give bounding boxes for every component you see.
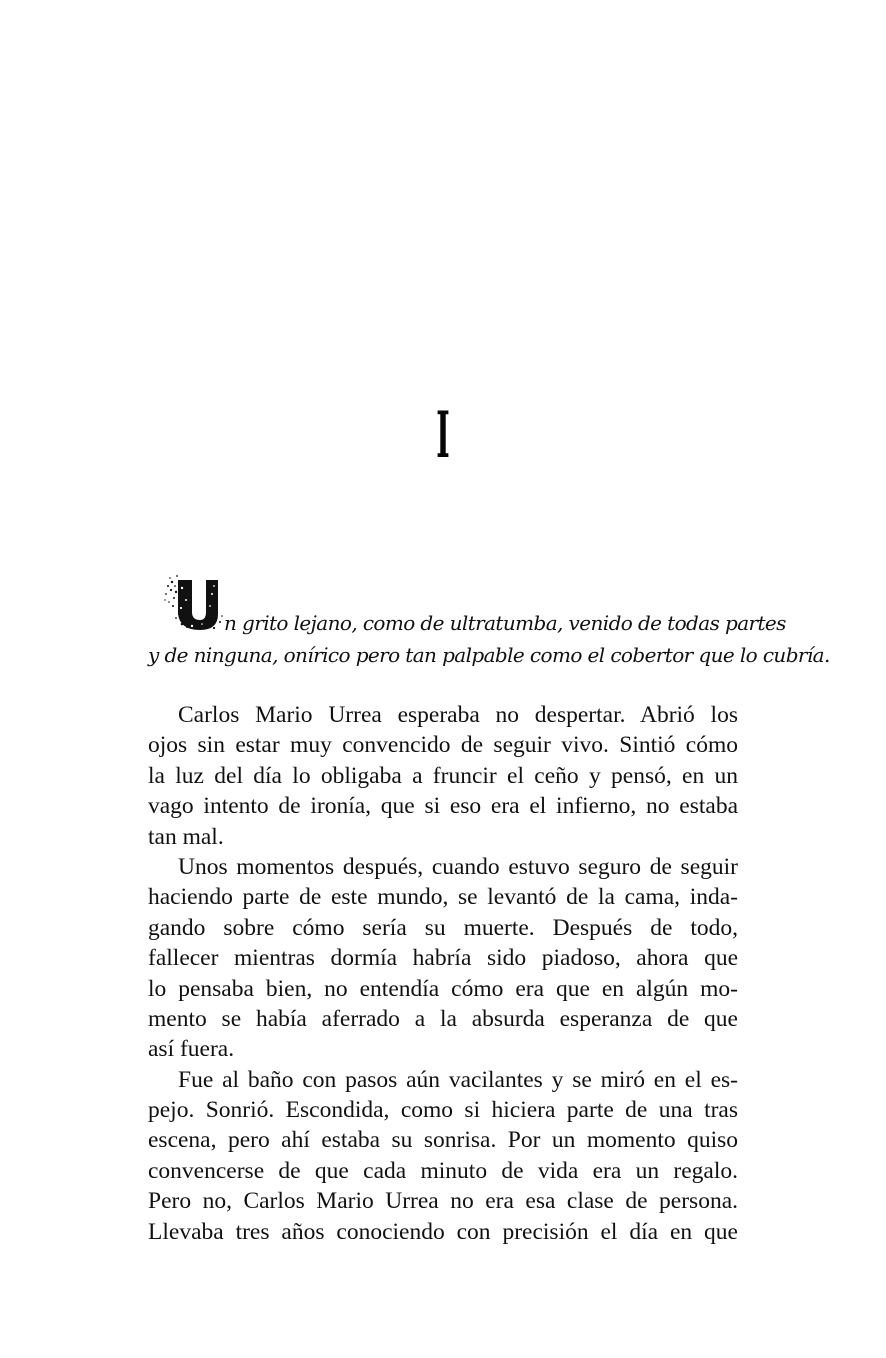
text-line: Pero no, Carlos Mario Urrea no era esa clase de persona.: [148, 1188, 738, 1215]
text-line: lo pensaba bien, no entendía cómo era que en algún mo-: [148, 975, 738, 1002]
text-line: fallecer mientras dormía habría sido piadoso, ahora que: [148, 945, 738, 972]
text-line: pejo. Sonrió. Escondida, como si hiciera parte de una tras: [148, 1097, 738, 1124]
text-line: mento se había aferrado a la absurda esperanza de que: [148, 1005, 738, 1032]
text-line: la luz del día lo obligaba a fruncir el ceño y pensó, en un: [148, 762, 738, 789]
drop-cap: [162, 572, 224, 632]
text-line: haciendo parte de este mundo, se levantó de la cama, inda-: [148, 884, 738, 911]
text-line: Carlos Mario Urrea esperaba no despertar. Abrió los: [178, 702, 738, 728]
text-line: ojos sin estar muy convencido de seguir vivo. Sintió cómo: [148, 732, 738, 759]
drop-cap-letter-u: [162, 572, 224, 632]
text-line: tan mal.: [148, 823, 224, 850]
text-line: convencerse de que cada minuto de vida era un regalo.: [148, 1157, 738, 1184]
chapter-number: [0, 398, 886, 473]
text-line: Unos momentos después, cuando estuvo seguro de seguir: [178, 853, 738, 880]
body-text: [148, 700, 738, 1247]
text-line: Fue al baño con pasos aún vacilantes y se miró en el es-: [178, 1066, 738, 1093]
text-line: escena, pero ahí estaba su sonrisa. Por un momento quiso: [148, 1127, 738, 1154]
intro-line-2: y de ninguna, onírico pero tan palpable como el cobertor que lo cubría.: [148, 643, 830, 667]
text-line: Llevaba tres años conociendo con precisión el día en que: [148, 1218, 738, 1245]
text-line: así fuera.: [148, 1036, 235, 1063]
chapter-number-text: I: [436, 398, 450, 473]
text-line: vago intento de ironía, que si eso era el infierno, no estaba: [148, 793, 738, 820]
intro-line-1: n grito lejano, como de ultratumba, venido de todas partes: [224, 611, 786, 635]
text-line: gando sobre cómo sería su muerte. Después de todo,: [148, 914, 738, 941]
